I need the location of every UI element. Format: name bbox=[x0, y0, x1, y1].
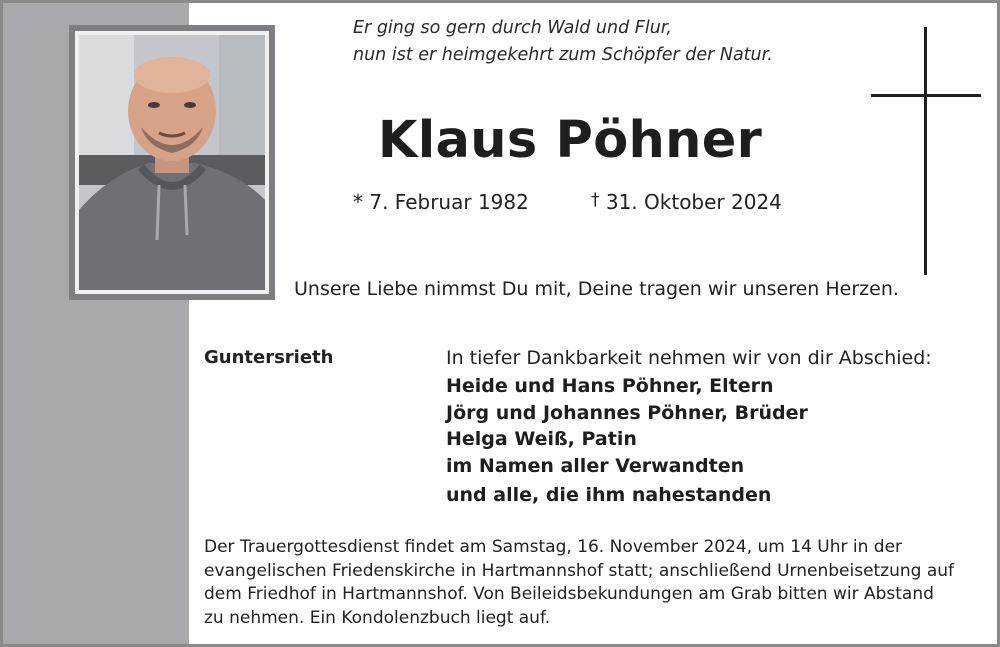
death-date-line bbox=[591, 190, 782, 214]
memorial-motto: Unsere Liebe nimmst Du mit, Deine tragen wir unseren Herzen. bbox=[294, 278, 899, 300]
cross-horizontal-bar bbox=[871, 94, 981, 97]
service-line-3: dem Friedhof in Hartmannshof. Von Beileidsbekundungen am Grab bitten wir Abstand bbox=[204, 584, 934, 604]
service-line-4: zu nehmen. Ein Kondolenzbuch liegt auf. bbox=[204, 607, 551, 628]
memorial-quote bbox=[353, 15, 773, 69]
death-date: 31. Oktober 2024 bbox=[605, 190, 782, 214]
mourner-item: Jörg und Johannes Pöhner, Brüder bbox=[446, 401, 808, 424]
cross-icon bbox=[871, 27, 983, 277]
dagger-icon: † bbox=[591, 190, 600, 210]
quote-line-2: nun ist er heimgekehrt zum Schöpfer der Natur. bbox=[353, 45, 773, 65]
service-details bbox=[204, 536, 964, 630]
mourner-item: und alle, die ihm nahestanden bbox=[446, 484, 772, 506]
quote-line-1: Er ging so gern durch Wald und Flur, bbox=[353, 18, 672, 38]
birth-date: * 7. Februar 1982 bbox=[353, 190, 529, 214]
mourners-list bbox=[446, 373, 808, 509]
mourner-item: im Namen aller Verwandten bbox=[446, 454, 745, 477]
deceased-name: Klaus Pöhner bbox=[377, 111, 763, 170]
cross-vertical-bar bbox=[924, 27, 927, 275]
mourner-item: Heide und Hans Pöhner, Eltern bbox=[446, 375, 774, 397]
mourner-item: Helga Weiß, Patin bbox=[446, 428, 637, 450]
hometown: Guntersrieth bbox=[204, 347, 334, 368]
farewell-intro: In tiefer Dankbarkeit nehmen wir von dir Abschied: bbox=[446, 347, 932, 369]
service-line-1: Der Trauergottesdienst findet am Samstag, 16. November 2024, um 14 Uhr in der bbox=[204, 537, 903, 557]
service-line-2: evangelischen Friedenskirche in Hartmannshof statt; anschließend Urnenbeisetzung auf bbox=[204, 560, 955, 581]
